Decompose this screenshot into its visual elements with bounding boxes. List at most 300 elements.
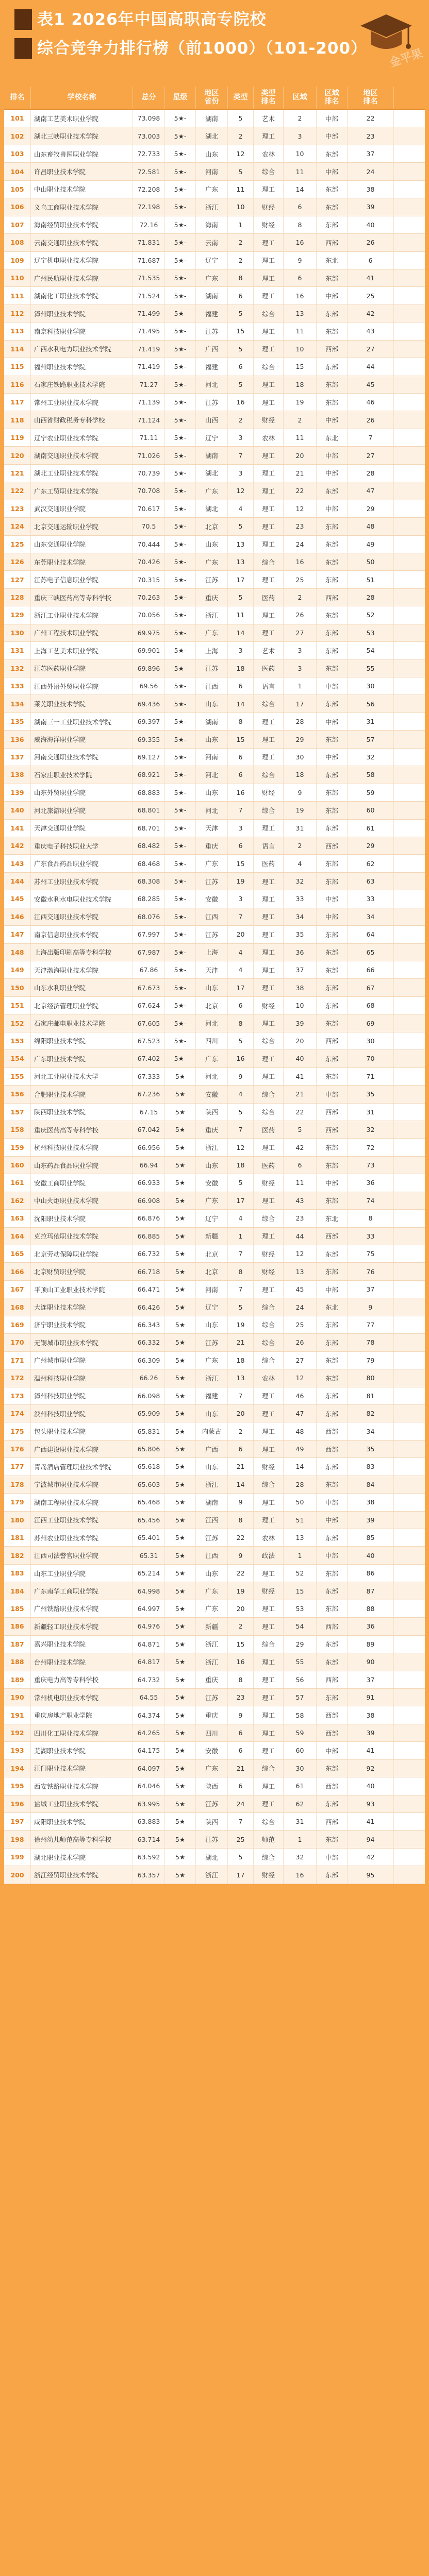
type-cell: 理工 — [254, 234, 284, 251]
region-cell: 东部 — [317, 1653, 348, 1670]
score-cell: 64.817 — [133, 1653, 165, 1670]
type-cell: 语言 — [254, 837, 284, 854]
type-cell: 艺术 — [254, 110, 284, 127]
province-cell: 新疆 — [196, 1228, 228, 1245]
table-row — [4, 926, 425, 943]
region-rank-cell: 46 — [348, 394, 394, 411]
school-name-cell: 广州铁路职业技术学院 — [31, 1600, 133, 1617]
score-cell: 66.732 — [133, 1245, 165, 1262]
star-cell: 5★- — [165, 1050, 196, 1067]
region-cell: 中部 — [317, 163, 348, 180]
region-cell: 东部 — [317, 323, 348, 340]
star-cell: 5★- — [165, 482, 196, 499]
rank-cell: 157 — [4, 1104, 31, 1121]
type-cell: 理工 — [254, 1494, 284, 1511]
score-cell: 64.097 — [133, 1760, 165, 1777]
star-cell: 5★ — [165, 1458, 196, 1475]
type-rank-cell: 34 — [284, 908, 317, 925]
region-rank-cell: 50 — [348, 553, 394, 570]
table-row — [4, 1228, 425, 1245]
score-cell: 67.86 — [133, 961, 165, 978]
table-row — [4, 624, 425, 642]
region-cell: 东部 — [317, 802, 348, 819]
score-cell: 64.374 — [133, 1706, 165, 1723]
type-rank-cell: 45 — [284, 1281, 317, 1298]
type-rank-cell: 28 — [284, 1476, 317, 1493]
type-rank-cell: 47 — [284, 1405, 317, 1422]
score-cell: 66.956 — [133, 1139, 165, 1156]
table-row — [4, 1440, 425, 1458]
type-rank-cell: 32 — [284, 1849, 317, 1866]
region-cell: 西部 — [317, 341, 348, 358]
region-cell: 中部 — [317, 1174, 348, 1191]
type-cell: 理工 — [254, 1050, 284, 1067]
province-cell: 湖南 — [196, 447, 228, 464]
province-cell: 福建 — [196, 305, 228, 322]
type-cell: 财经 — [254, 1174, 284, 1191]
star-cell: 5★ — [165, 1121, 196, 1138]
region-cell: 东北 — [317, 1298, 348, 1315]
star-cell: 5★ — [165, 1795, 196, 1812]
type-rank-cell: 16 — [284, 1866, 317, 1883]
type-cell: 财经 — [254, 411, 284, 428]
rank-cell: 140 — [4, 802, 31, 819]
score-cell: 68.308 — [133, 873, 165, 890]
star-cell: 5★- — [165, 731, 196, 748]
school-name-cell: 浙江工业职业技术学院 — [31, 606, 133, 623]
score-cell: 70.315 — [133, 571, 165, 588]
school-name-cell: 天津渤海职业技术学院 — [31, 961, 133, 978]
region-cell: 东北 — [317, 1210, 348, 1227]
region-cell: 东部 — [317, 784, 348, 801]
type-rank-cell: 19 — [284, 394, 317, 411]
type-rank-cell: 24 — [284, 1298, 317, 1315]
rank-cell: 117 — [4, 394, 31, 411]
province-rank-cell: 6 — [228, 997, 254, 1014]
type-rank-cell: 2 — [284, 837, 317, 854]
school-name-cell: 许昌职业技术学院 — [31, 163, 133, 180]
school-name-cell: 广西水利电力职业技术学院 — [31, 341, 133, 358]
type-cell: 理工 — [254, 500, 284, 517]
score-cell: 65.806 — [133, 1440, 165, 1458]
region-cell: 西部 — [317, 1104, 348, 1121]
type-rank-cell: 15 — [284, 1582, 317, 1599]
table-row — [4, 1281, 425, 1298]
province-cell: 湖北 — [196, 127, 228, 144]
province-cell: 安徽 — [196, 890, 228, 907]
region-cell: 东部 — [317, 145, 348, 162]
type-cell: 理工 — [254, 624, 284, 641]
score-cell: 71.124 — [133, 411, 165, 428]
type-rank-cell: 12 — [284, 1369, 317, 1386]
province-cell: 江苏 — [196, 1831, 228, 1848]
region-cell: 西部 — [317, 1440, 348, 1458]
table-row — [4, 1086, 425, 1103]
type-rank-cell: 61 — [284, 1777, 317, 1794]
type-cell: 医药 — [254, 660, 284, 677]
school-name-cell: 石家庄邮电职业技术学院 — [31, 1014, 133, 1031]
province-cell: 广东 — [196, 1582, 228, 1599]
score-cell: 72.208 — [133, 181, 165, 198]
region-rank-cell: 29 — [348, 837, 394, 854]
region-rank-cell: 78 — [348, 1334, 394, 1351]
table-row — [4, 1157, 425, 1174]
school-name-cell: 湖北工业职业技术学院 — [31, 465, 133, 482]
type-rank-cell: 12 — [284, 1245, 317, 1262]
table-row — [4, 1494, 425, 1511]
rank-cell: 116 — [4, 376, 31, 393]
region-cell: 东部 — [317, 216, 348, 233]
star-cell: 5★- — [165, 127, 196, 144]
region-rank-cell: 74 — [348, 1192, 394, 1209]
province-rank-cell: 12 — [228, 145, 254, 162]
score-cell: 71.419 — [133, 341, 165, 358]
type-cell: 理工 — [254, 252, 284, 269]
star-cell: 5★- — [165, 411, 196, 428]
column-header: 星级 — [165, 87, 196, 109]
region-cell: 东部 — [317, 731, 348, 748]
star-cell: 5★- — [165, 908, 196, 925]
type-cell: 财经 — [254, 1458, 284, 1475]
region-cell: 中部 — [317, 1086, 348, 1103]
score-cell: 67.673 — [133, 979, 165, 996]
province-cell: 重庆 — [196, 1706, 228, 1723]
province-cell: 新疆 — [196, 1618, 228, 1635]
province-rank-cell: 6 — [228, 358, 254, 375]
province-cell: 湖南 — [196, 1494, 228, 1511]
table-row — [4, 1050, 425, 1067]
province-cell: 河南 — [196, 1281, 228, 1298]
region-cell: 东部 — [317, 1369, 348, 1386]
region-rank-cell: 34 — [348, 1422, 394, 1439]
rank-cell: 138 — [4, 766, 31, 783]
region-rank-cell: 62 — [348, 855, 394, 872]
star-cell: 5★ — [165, 1476, 196, 1493]
score-cell: 73.098 — [133, 110, 165, 127]
region-cell: 东部 — [317, 855, 348, 872]
table-row — [4, 1813, 425, 1831]
region-cell: 中部 — [317, 749, 348, 766]
type-cell: 理工 — [254, 1192, 284, 1209]
type-rank-cell: 31 — [284, 1813, 317, 1830]
rank-cell: 135 — [4, 713, 31, 730]
rank-cell: 129 — [4, 606, 31, 623]
table-row — [4, 713, 425, 731]
type-cell: 理工 — [254, 1653, 284, 1670]
region-rank-cell: 66 — [348, 961, 394, 978]
type-rank-cell: 40 — [284, 1050, 317, 1067]
province-cell: 河北 — [196, 766, 228, 783]
region-rank-cell: 39 — [348, 1724, 394, 1741]
province-cell: 浙江 — [196, 1476, 228, 1493]
star-cell: 5★ — [165, 1139, 196, 1156]
province-rank-cell: 5 — [228, 341, 254, 358]
region-cell: 东部 — [317, 1636, 348, 1653]
region-cell: 东部 — [317, 873, 348, 890]
region-cell: 东部 — [317, 642, 348, 659]
star-cell: 5★ — [165, 1866, 196, 1883]
star-cell: 5★- — [165, 642, 196, 659]
region-rank-cell: 41 — [348, 269, 394, 286]
type-rank-cell: 31 — [284, 820, 317, 837]
region-rank-cell: 61 — [348, 820, 394, 837]
region-rank-cell: 37 — [348, 145, 394, 162]
province-rank-cell: 13 — [228, 1369, 254, 1386]
province-rank-cell: 14 — [228, 695, 254, 712]
province-cell: 河北 — [196, 802, 228, 819]
province-cell: 内蒙古 — [196, 1422, 228, 1439]
region-rank-cell: 36 — [348, 1618, 394, 1635]
province-cell: 浙江 — [196, 1653, 228, 1670]
region-rank-cell: 52 — [348, 606, 394, 623]
province-rank-cell: 6 — [228, 1742, 254, 1759]
column-header: 地区 排名 — [348, 87, 394, 109]
region-cell: 东部 — [317, 979, 348, 996]
type-cell: 财经 — [254, 1245, 284, 1262]
region-cell: 中部 — [317, 1742, 348, 1759]
province-rank-cell: 2 — [228, 234, 254, 251]
rank-cell: 137 — [4, 749, 31, 766]
school-name-cell: 湖南交通职业技术学院 — [31, 447, 133, 464]
type-cell: 理工 — [254, 536, 284, 553]
region-cell: 西部 — [317, 1671, 348, 1688]
region-cell: 东部 — [317, 482, 348, 499]
star-cell: 5★- — [165, 713, 196, 730]
region-cell: 西部 — [317, 1032, 348, 1049]
province-cell: 辽宁 — [196, 429, 228, 446]
star-cell: 5★- — [165, 695, 196, 712]
type-cell: 财经 — [254, 1866, 284, 1883]
type-rank-cell: 13 — [284, 305, 317, 322]
rank-cell: 196 — [4, 1795, 31, 1812]
province-rank-cell: 5 — [228, 1104, 254, 1121]
type-cell: 农林 — [254, 1529, 284, 1546]
type-rank-cell: 20 — [284, 447, 317, 464]
region-cell: 中部 — [317, 127, 348, 144]
score-cell: 70.056 — [133, 606, 165, 623]
star-cell: 5★ — [165, 1281, 196, 1298]
score-cell: 69.397 — [133, 713, 165, 730]
region-rank-cell: 87 — [348, 1582, 394, 1599]
column-header: 排名 — [4, 87, 31, 109]
score-cell: 64.732 — [133, 1671, 165, 1688]
table-row — [4, 1316, 425, 1334]
type-cell: 综合 — [254, 1086, 284, 1103]
province-cell: 江苏 — [196, 1334, 228, 1351]
rank-cell: 128 — [4, 589, 31, 606]
type-cell: 理工 — [254, 890, 284, 907]
region-cell: 西部 — [317, 1228, 348, 1245]
province-rank-cell: 16 — [228, 1050, 254, 1067]
school-name-cell: 广州工程技术职业学院 — [31, 624, 133, 641]
star-cell: 5★ — [165, 1316, 196, 1333]
province-cell: 安徽 — [196, 1086, 228, 1103]
rank-cell: 105 — [4, 181, 31, 198]
province-cell: 辽宁 — [196, 1210, 228, 1227]
table-row — [4, 606, 425, 624]
table-row — [4, 1352, 425, 1369]
star-cell: 5★- — [165, 305, 196, 322]
region-rank-cell: 75 — [348, 1245, 394, 1262]
star-cell: 5★- — [165, 606, 196, 623]
rank-cell: 107 — [4, 216, 31, 233]
type-cell: 医药 — [254, 855, 284, 872]
star-cell: 5★ — [165, 1512, 196, 1529]
type-cell: 农林 — [254, 1369, 284, 1386]
province-rank-cell: 17 — [228, 979, 254, 996]
rank-cell: 103 — [4, 145, 31, 162]
rank-cell: 121 — [4, 465, 31, 482]
type-cell: 理工 — [254, 323, 284, 340]
table-row — [4, 358, 425, 376]
score-cell: 64.046 — [133, 1777, 165, 1794]
score-cell: 68.468 — [133, 855, 165, 872]
type-cell: 综合 — [254, 163, 284, 180]
province-rank-cell: 2 — [228, 127, 254, 144]
school-name-cell: 中山职业技术学院 — [31, 181, 133, 198]
province-rank-cell: 13 — [228, 536, 254, 553]
region-cell: 东部 — [317, 571, 348, 588]
province-rank-cell: 17 — [228, 571, 254, 588]
score-cell: 66.471 — [133, 1281, 165, 1298]
province-cell: 山东 — [196, 731, 228, 748]
score-cell: 67.987 — [133, 944, 165, 961]
score-cell: 66.718 — [133, 1263, 165, 1280]
region-cell: 中部 — [317, 908, 348, 925]
table-row — [4, 1210, 425, 1227]
province-rank-cell: 21 — [228, 1334, 254, 1351]
school-name-cell: 云南交通职业技术学院 — [31, 234, 133, 251]
rank-cell: 102 — [4, 127, 31, 144]
type-rank-cell: 29 — [284, 731, 317, 748]
school-name-cell: 山东畜牧兽医职业学院 — [31, 145, 133, 162]
region-rank-cell: 72 — [348, 1139, 394, 1156]
score-cell: 66.876 — [133, 1210, 165, 1227]
school-name-cell: 北京劳动保障职业学院 — [31, 1245, 133, 1262]
school-name-cell: 嘉兴职业技术学院 — [31, 1636, 133, 1653]
type-cell: 理工 — [254, 1405, 284, 1422]
star-cell: 5★- — [165, 429, 196, 446]
table-row — [4, 1866, 425, 1884]
region-rank-cell: 8 — [348, 1210, 394, 1227]
table-row — [4, 341, 425, 358]
province-rank-cell: 6 — [228, 677, 254, 694]
rank-cell: 115 — [4, 358, 31, 375]
score-cell: 66.94 — [133, 1157, 165, 1174]
type-cell: 理工 — [254, 1742, 284, 1759]
province-cell: 浙江 — [196, 1636, 228, 1653]
star-cell: 5★ — [165, 1086, 196, 1103]
region-cell: 东北 — [317, 429, 348, 446]
rank-cell: 123 — [4, 500, 31, 517]
region-rank-cell: 80 — [348, 1369, 394, 1386]
score-cell: 72.733 — [133, 145, 165, 162]
type-rank-cell: 35 — [284, 926, 317, 943]
school-name-cell: 湖南三一工业职业技术学院 — [31, 713, 133, 730]
star-cell: 5★- — [165, 784, 196, 801]
province-rank-cell: 19 — [228, 1582, 254, 1599]
region-cell: 东部 — [317, 695, 348, 712]
type-rank-cell: 16 — [284, 553, 317, 570]
province-cell: 江西 — [196, 908, 228, 925]
star-cell: 5★- — [165, 944, 196, 961]
school-name-cell: 盐城工业职业技术学院 — [31, 1795, 133, 1812]
star-cell: 5★ — [165, 1245, 196, 1262]
type-rank-cell: 30 — [284, 1760, 317, 1777]
province-cell: 辽宁 — [196, 1298, 228, 1315]
rank-cell: 177 — [4, 1458, 31, 1475]
rank-cell: 106 — [4, 198, 31, 215]
score-cell: 66.426 — [133, 1298, 165, 1315]
type-cell: 综合 — [254, 1813, 284, 1830]
province-cell: 天津 — [196, 820, 228, 837]
rank-cell: 134 — [4, 695, 31, 712]
region-cell: 东部 — [317, 1050, 348, 1067]
rank-cell: 145 — [4, 890, 31, 907]
star-cell: 5★- — [165, 198, 196, 215]
province-cell: 湖北 — [196, 500, 228, 517]
school-name-cell: 济宁职业技术学院 — [31, 1316, 133, 1333]
province-cell: 湖南 — [196, 287, 228, 304]
region-cell: 东部 — [317, 394, 348, 411]
type-cell: 综合 — [254, 305, 284, 322]
school-name-cell: 石家庄职业技术学院 — [31, 766, 133, 783]
school-name-cell: 莱芜职业技术学院 — [31, 695, 133, 712]
type-cell: 综合 — [254, 1849, 284, 1866]
table-row — [4, 1724, 425, 1742]
star-cell: 5★ — [165, 1192, 196, 1209]
rank-cell: 178 — [4, 1476, 31, 1493]
score-cell: 67.042 — [133, 1121, 165, 1138]
region-rank-cell: 25 — [348, 287, 394, 304]
province-cell: 天津 — [196, 961, 228, 978]
table-row — [4, 1387, 425, 1405]
region-cell: 西部 — [317, 1706, 348, 1723]
region-cell: 西部 — [317, 589, 348, 606]
school-name-cell: 安徽工商职业学院 — [31, 1174, 133, 1191]
star-cell: 5★- — [165, 553, 196, 570]
region-cell: 东部 — [317, 1405, 348, 1422]
province-rank-cell: 20 — [228, 926, 254, 943]
province-cell: 广西 — [196, 1440, 228, 1458]
province-cell: 山东 — [196, 695, 228, 712]
province-rank-cell: 11 — [228, 606, 254, 623]
province-cell: 上海 — [196, 944, 228, 961]
province-rank-cell: 2 — [228, 411, 254, 428]
score-cell: 70.739 — [133, 465, 165, 482]
region-rank-cell: 6 — [348, 252, 394, 269]
region-cell: 中部 — [317, 1512, 348, 1529]
table-row — [4, 1174, 425, 1192]
province-rank-cell: 13 — [228, 553, 254, 570]
star-cell: 5★- — [165, 571, 196, 588]
province-rank-cell: 5 — [228, 1032, 254, 1049]
region-cell: 东部 — [317, 624, 348, 641]
score-cell: 73.003 — [133, 127, 165, 144]
region-cell: 东部 — [317, 358, 348, 375]
rank-cell: 165 — [4, 1245, 31, 1262]
region-rank-cell: 31 — [348, 1104, 394, 1121]
star-cell: 5★- — [165, 465, 196, 482]
school-name-cell: 天津交通职业学院 — [31, 820, 133, 837]
province-rank-cell: 7 — [228, 1281, 254, 1298]
province-rank-cell: 8 — [228, 1263, 254, 1280]
type-cell: 医药 — [254, 1157, 284, 1174]
type-rank-cell: 1 — [284, 1547, 317, 1564]
star-cell: 5★- — [165, 749, 196, 766]
rank-cell: 193 — [4, 1742, 31, 1759]
province-rank-cell: 2 — [228, 252, 254, 269]
